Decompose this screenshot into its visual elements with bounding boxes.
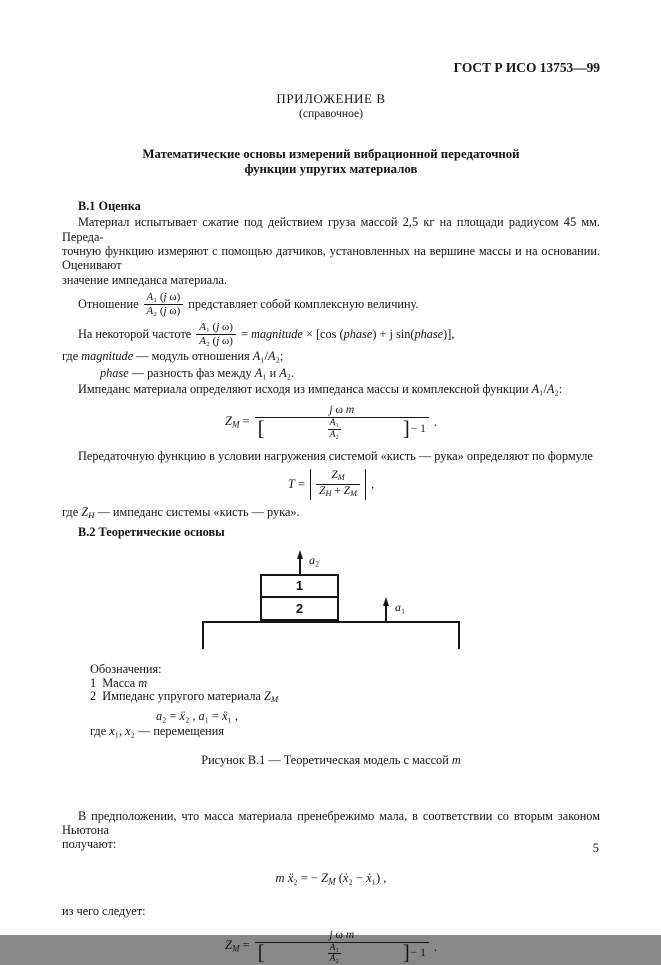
figure-caption: Рисунок В.1 — Теоретическая модель с массой m [201,753,461,768]
acceleration-arrow-a2 [295,550,305,574]
frequency-rhs: = magnitude × [cos (phase) + j sin(phase)], [240,327,455,342]
formula-transfer-function [62,469,600,500]
fraction-denominator: A₂ (j ω) [196,334,236,348]
legend-item-2: 2 Импеданс упругого материала $Z_M$ [90,689,279,705]
ratio-sentence [62,291,600,317]
inner-fraction [266,943,402,965]
definition-magnitude: где magnitude — модуль отношения A₁/A₂; [62,349,284,364]
close-bracket: ] [402,415,410,440]
mass-cell-1: 1 [262,576,337,598]
follows-text: из чего следует: [62,904,146,919]
doc-code: ГОСТ Р ИСО 13753—99 [453,60,600,75]
zh-note: где $Z_H$ — импеданс системы «кисть — рука». [62,505,300,521]
close-bracket: ] [402,939,410,964]
paragraph-line: точную функцию измеряют с помощью датчиков, установленных на вершине массы и на основании. Оценивают [62,244,600,273]
fraction-numerator: A₁ [329,418,339,429]
formula-lhs: $Z_M$ = [224,938,250,954]
paragraph-line: значение импеданса материала. [62,272,228,287]
fraction-denominator [255,939,429,965]
absolute-value [310,469,366,500]
formula-tail: . [433,415,437,430]
document-header [62,0,600,75]
denominator-tail: − 1 [410,422,426,435]
section-b2-heading: В.2 Теоретические основы [78,524,225,539]
fraction-numerator: A₁ (j ω) [146,291,181,304]
acceleration-arrow-a1 [381,597,391,621]
paragraph-evaluation [62,215,600,287]
fraction-denominator: A₂ (j ω) [144,304,184,318]
paragraph-line: В предположении, что масса материала пренебрежимо мала, в соответствии со вторым законом Ньютона [62,808,600,837]
formula-impedance-result [62,929,600,965]
frequency-sentence [62,321,600,347]
definition-phase: phase — разность фаз между A₁ и A₂. [100,365,295,380]
fraction-denominator: A₂ [329,429,339,440]
fraction-numerator: j ω m [329,404,355,417]
arrow-line [385,606,387,621]
figure-b1-model [202,550,460,649]
document-title-line2: функции упругих материалов [244,161,418,176]
formula-fraction [255,929,429,965]
legend-item-1: 1 Масса m [90,675,148,690]
formula-fraction [255,404,429,440]
label-a1: a₁ [395,600,406,615]
paragraph-line: Материал испытывает сжатие под действием груза массой 2,5 кг на площади радиусом 45 мм. Переда- [62,215,600,244]
impedance-intro: Импеданс материала определяют исходя из импеданса массы и комплексной функции A₁/A₂: [78,382,563,397]
fraction-numerator: A₁ (j ω) [199,321,233,334]
page-number: 5 [592,841,599,855]
paragraph-line: получают: [62,837,117,852]
legend-equation: a₂ = ẍ₂ , a₁ = ẍ₁ , [156,709,238,723]
ratio-prefix: Отношение [78,297,139,312]
figure-legend [62,663,600,738]
appendix-label: ПРИЛОЖЕНИЕ В [276,91,386,106]
document-title [62,147,600,177]
material-cell-2: 2 [295,601,304,617]
formula-lhs: $Z_M$ = [224,413,250,429]
paragraph-newton [62,809,600,852]
denominator-tail: − 1 [410,947,426,960]
formula-lhs: T = [287,477,306,492]
section-b1-heading: В.1 Оценка [78,198,141,213]
formula-tail: , [370,477,375,492]
formula-impedance-mass [62,404,600,440]
legend-where: где x₁, x₂ — перемещения [90,723,224,738]
transfer-intro: Передаточную функцию в условии нагружения системой «кисть — рука» определяют по формуле [78,449,593,464]
fraction-numerator: $Z_M$ [331,468,345,482]
mass-block [260,574,339,621]
fraction-numerator: j ω m [329,928,355,941]
fraction-denominator: $Z_H + Z_M$ [316,484,360,500]
arrowhead-icon [383,597,389,606]
legend-title: Обозначения: [90,662,162,677]
formula-fraction [316,469,360,500]
fraction-denominator [255,417,429,440]
frequency-prefix: На некоторой частоте [78,327,192,342]
arrow-line [299,559,301,574]
open-bracket: [ [257,939,265,964]
fraction-denominator: A₂ [329,954,339,965]
ratio-fraction [144,291,184,317]
label-a2: a₂ [309,553,320,568]
frequency-fraction [196,321,236,347]
inner-fraction [266,418,402,440]
formula-newton-equation: m ẍ₂ = − $Z_M$ (ẋ₂ − ẋ₁) , [275,870,387,887]
open-bracket: [ [257,415,265,440]
formula-tail: . [433,939,437,954]
fraction-numerator: A₁ [329,942,339,953]
arrowhead-icon [297,550,303,559]
document-title-line1: Математические основы измерений вибрационной передаточной [142,146,520,161]
appendix-note: (справочное) [298,107,364,121]
ratio-suffix: представляет собой комплексную величину. [188,297,419,312]
base-platform [202,621,460,649]
